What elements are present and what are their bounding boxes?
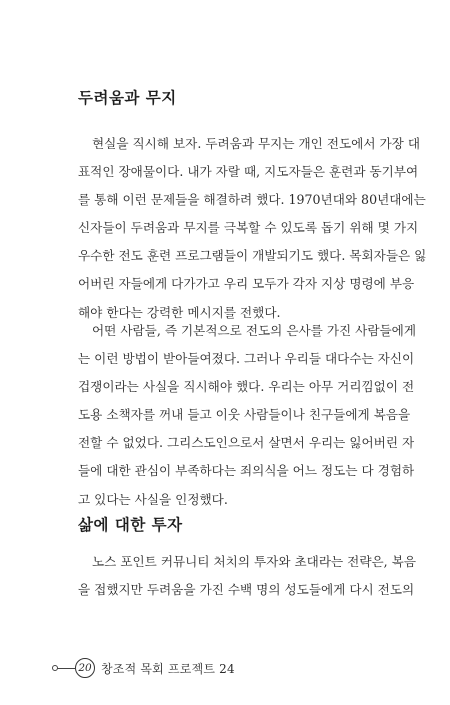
- paragraph-1: [78, 130, 427, 327]
- section-heading-investing-in-lives: 삶에 대한 투자: [78, 516, 183, 534]
- paragraph-line: 현실을 직시해 보자. 두려움과 무지는 개인 전도에서 가장 대: [92, 136, 421, 151]
- paragraph-line: 을 접했지만 두려움을 가진 수백 명의 성도들에게 다시 전도의: [78, 582, 415, 598]
- paragraph-3: [78, 548, 416, 604]
- paragraph-line: 겁쟁이라는 사실을 직시해야 했다. 우리는 아무 거리낌없이 전: [78, 379, 415, 395]
- paragraph-line: 도용 소책자를 꺼내 들고 이웃 사람들이나 친구들에게 복음을: [78, 407, 411, 423]
- paragraph-line: 우수한 전도 훈련 프로그램들이 개발되기도 했다. 목회자들은 잃: [78, 248, 427, 264]
- paragraph-line: 어떤 사람들, 즉 기본적으로 전도의 은사를 가진 사람들에게: [92, 323, 416, 338]
- paragraph-line: 고 있다는 사실을 인정했다.: [78, 491, 228, 507]
- paragraph-line: 는 이런 방법이 받아들여졌다. 그러나 우리들 대다수는 자신이: [78, 351, 415, 367]
- paragraph-line: 들에 대한 관심이 부족하다는 죄의식을 어느 정도는 다 경험하: [78, 463, 415, 479]
- paragraph-line: 를 통해 이런 문제들을 해결하려 했다. 1970년대와 80년대에는: [78, 192, 426, 208]
- paragraph-2: [78, 317, 416, 514]
- paragraph-line: 어버린 자들에게 다가가고 우리 모두가 각자 지상 명령에 부응: [78, 276, 415, 292]
- section-heading-fear-and-ignorance: 두려움과 무지: [78, 89, 177, 107]
- page-number: 20: [75, 658, 95, 678]
- paragraph-line: 신자들이 두려움과 무지를 극복할 수 있도록 돕기 위해 몇 가지: [78, 220, 419, 236]
- paragraph-line: 노스 포인트 커뮤니티 처치의 투자와 초대라는 전략은, 복음: [92, 554, 416, 569]
- running-title: 창조적 목회 프로젝트 24: [101, 661, 235, 676]
- paragraph-line: 전할 수 없었다. 그리스도인으로서 살면서 우리는 잃어버린 자: [78, 435, 415, 451]
- page-footer: [55, 655, 235, 681]
- paragraph-line: 표적인 장애물이다. 내가 자랄 때, 지도자들은 훈련과 동기부여: [78, 164, 419, 180]
- paragraph-line: 해야 한다는 강력한 메시지를 전했다.: [78, 304, 281, 320]
- footer-ornament-rule: [55, 668, 75, 669]
